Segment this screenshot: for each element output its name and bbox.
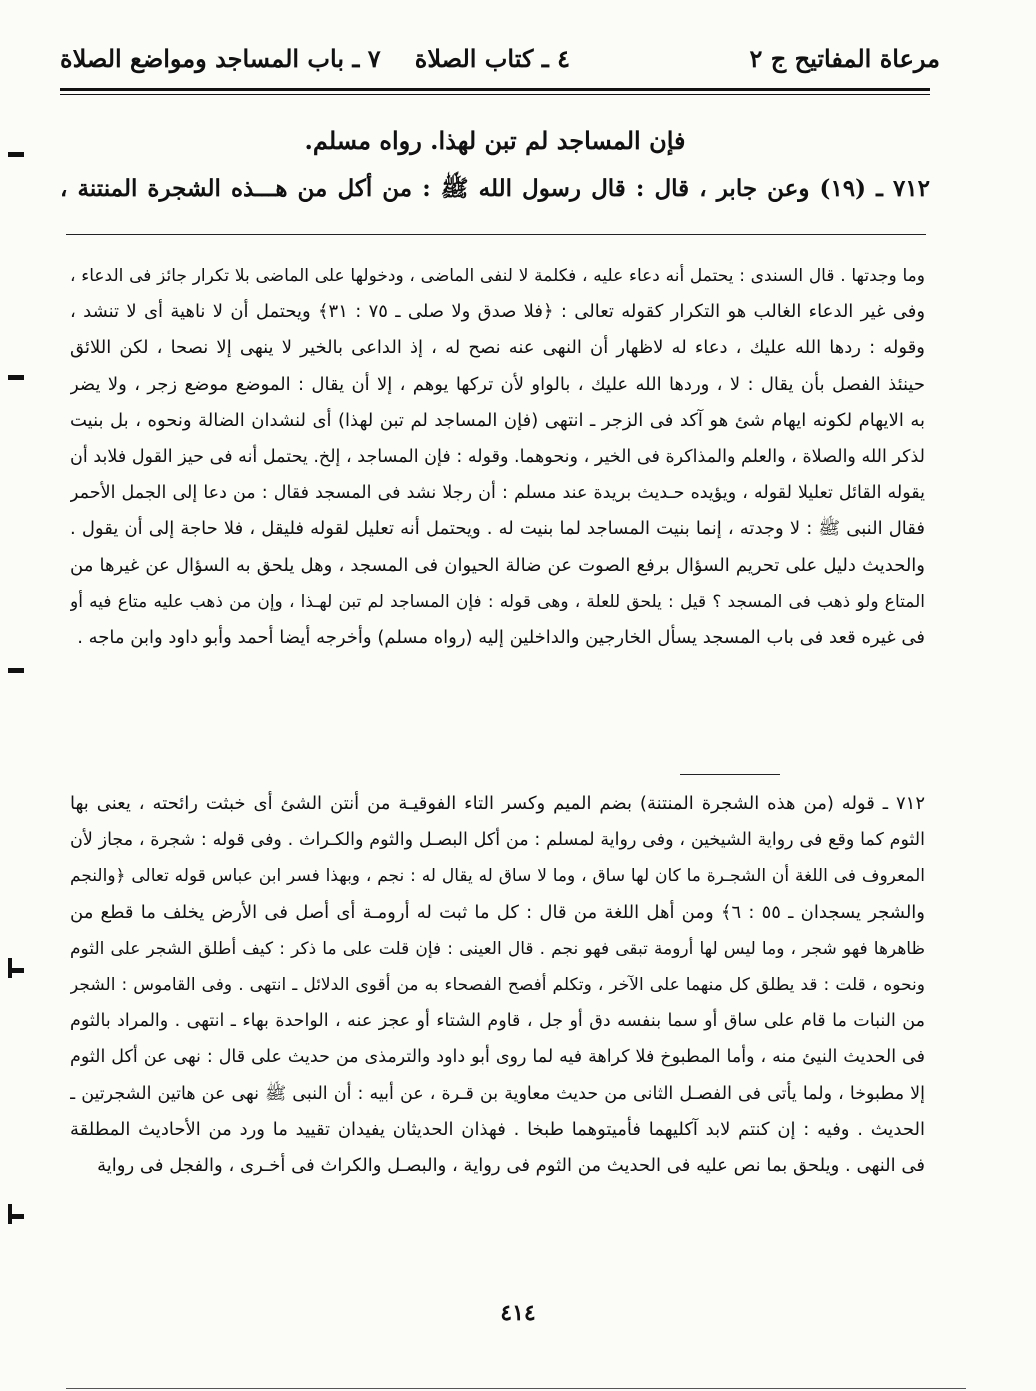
commentary-paragraph xyxy=(70,786,925,1184)
text-line: ونحوه ، قلت : قد يطلق كل منهما على الآخر ، وتكلم أفصح الفصحاء به من أقوى الدلائل ـ انتهى . وفى القاموس : الشجر xyxy=(70,974,925,995)
page-number: ٤١٤ xyxy=(500,1300,536,1326)
text-line: يقوله القائل تعليلا لقوله ، ويؤيده حـديث بريدة عند مسلم : أن رجلا نشد فى المسجد فقال : من دعا إلى الجمل الأحمر xyxy=(70,483,925,504)
text-line: ٧١٢ ـ قوله (من هذه الشجرة المنتنة) بضم الميم وكسر التاء الفوقيـة من أنتن الشئ أى خبثت رائحته ، يعنى بها xyxy=(70,793,925,814)
text-line: فى الحديث النيئ منه ، وأما المطبوخ فلا كراهة فيه لما روى أبو داود والترمذى من حديث على قال : نهى عن أكل الثوم xyxy=(70,1047,925,1068)
text-line: الحديث . وفيه : إن كنتم لابد آكليهما فأميتوهما طبخا . فهذان الحديثان يفيدان تقييد ما ورد من الأحاديث المطلقة xyxy=(70,1118,925,1140)
hadith-line: فإن المساجد لم تبن لهذا. رواه مسلم. xyxy=(304,126,686,155)
text-line: المتاع ولو ذهب فى المسجد ؟ قيل : يلحق للعلة ، وهى قوله : فإن المساجد لم تبن لهـذا ، وإن من ذهب عليه متاع فيه أو xyxy=(70,591,925,612)
text-line: فقال النبى ﷺ : لا وجدته ، إنما بنيت المساجد لما بنيت له . ويحتمل أنه تعليل لقوله فليقل ، فلا حاجة إلى أن يقول . xyxy=(70,518,925,540)
text-line: والحديث دليل على تحريم السؤال برفع الصوت عن ضالة الحيوان فى المسجد ، وهل يلحق به السؤال عن غيرها من xyxy=(70,554,925,576)
text-divider xyxy=(66,234,926,235)
scan-margin-mark xyxy=(8,958,12,978)
scan-margin-mark xyxy=(8,152,24,157)
text-line: والشجر يسجدان ـ ٥٥ : ٦﴾ ومن أهل اللغة من قال : كل ما ثبت له أرومـة أى أصل فى الأرض يخلف ما قطع من xyxy=(70,901,925,923)
scan-margin-mark xyxy=(8,375,24,380)
text-line: فى النهى . ويلحق بما نص عليه فى الحديث من الثوم فى رواية ، والبصـل والكراث فى أخـرى ، والفجل فى رواية xyxy=(97,1154,925,1176)
text-line: حينئذ الفصل بأن يقال : لا ، وردها الله عليك ، بالواو لأن تركها يوهم ، إلا أن يقال : الموضع موضع زجر ، ولا يضر xyxy=(70,373,925,395)
hadith-line: ٧١٢ ـ (١٩) وعن جابر ، قال : قال رسول الله ﷺ : من أكل من هـــذه الشجرة المنتنة ، xyxy=(60,175,930,202)
text-line: ظاهرها فهو شجر ، وما ليس لها أرومة تبقى فهو نجم . قال العينى : فإن قلت على ما ذكر : كيف أطلق الشجر على الثوم xyxy=(70,938,925,959)
short-divider xyxy=(680,774,780,775)
scan-margin-mark xyxy=(8,668,24,673)
text-line: فى غيره قعد فى باب المسجد يسأل الخارجين والداخلين إليه (رواه مسلم) وأخرجه أيضا أحمد وأبو داود وابن ماجه . xyxy=(77,626,925,648)
text-line: وفى غير الدعاء الغالب هو التكرار كقوله تعالى : ﴿فلا صدق ولا صلى ـ ٧٥ : ٣١﴾ ويحتمل أن لا ناهية أى لا تنشد ، xyxy=(70,301,925,323)
text-line: وما وجدتها . قال السندى : يحتمل أنه دعاء عليه ، فكلمة لا لنفى الماضى ، ودخولها على الماضى بلا تكرار جائز فى الدعاء ، xyxy=(70,266,925,286)
text-line: وقوله : ردها الله عليك ، دعاء له لاظهار أن النهى عنه نصح له ، إذ الداعى بالخير لا ينهى إلا نصحا ، لكن اللائق xyxy=(70,337,925,359)
text-line: به الايهام لكونه ايهام شئ هو آكد فى الزجر ـ انتهى (فإن المساجد لم تبن لهذا) أى لنشدان الضالة ونحوه ، بل بنيت xyxy=(70,409,925,431)
text-line: من النبات ما قام على ساق أو سما بنفسه دق أو جل ، قاوم الشتاء أو عجز عنه ، الواحدة بهاء ـ انتهى . والمراد بالثوم xyxy=(70,1011,925,1032)
text-line: لذكر الله والصلاة ، والعلم والمذاكرة فى الخير ، ونحوهما. وقوله : فإن المساجد ، إلخ. يحتمل أنه فى حيز القول فلابد أن xyxy=(70,446,925,467)
hadith-text xyxy=(60,118,930,214)
text-line: المعروف فى اللغة أن الشجـرة ما كان لها ساق ، وما لا ساق له يقال له : نجم ، وبهذا فسر ابن عباس قوله تعالى ﴿والنجم xyxy=(70,866,925,887)
text-line: إلا مطبوخا ، ولما يأتى فى الفصـل الثانى من حديث معاوية بن قـرة ، عن أبيه : أن النبى ﷺ نهى عن هاتين الشجرتين ـ xyxy=(70,1083,925,1104)
scan-margin-mark xyxy=(8,1204,12,1224)
header-rule-thin xyxy=(60,94,930,95)
book-title: مرعاة المفاتيح ج ٢ xyxy=(749,44,940,73)
page-bottom-edge xyxy=(66,1388,966,1389)
section-title: ٧ ـ باب المساجد ومواضع الصلاة xyxy=(60,44,381,73)
chapter-title: ٤ ـ كتاب الصلاة xyxy=(414,44,570,73)
running-header xyxy=(60,40,940,86)
text-line: الثوم كما وقع فى رواية الشيخين ، وفى رواية لمسلم : من أكل البصـل والثوم والكـراث . وفى قوله : شجرة ، مجاز لأن xyxy=(70,830,925,851)
header-rule xyxy=(60,88,930,91)
commentary-paragraph xyxy=(70,258,925,656)
